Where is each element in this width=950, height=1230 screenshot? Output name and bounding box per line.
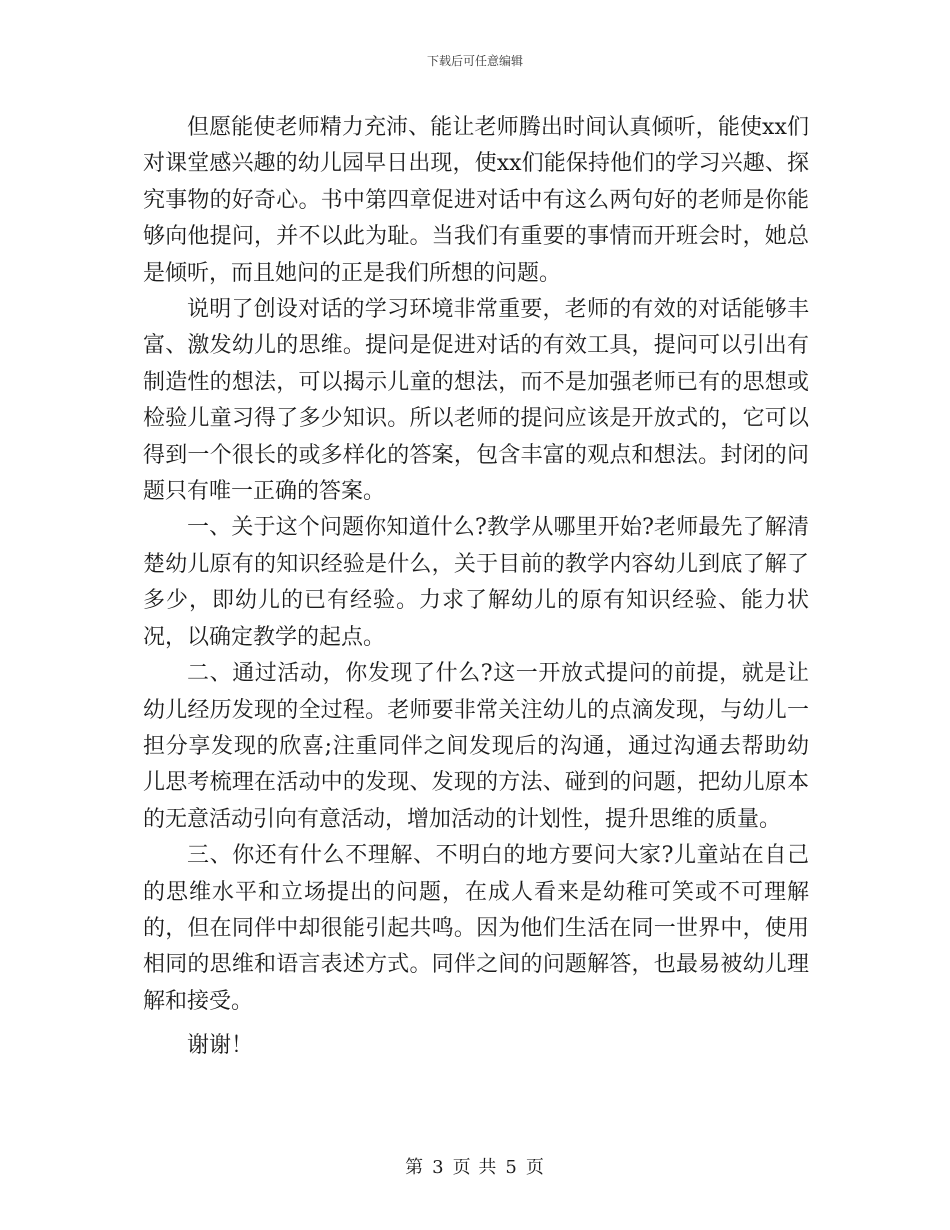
paragraph-1: 但愿能使老师精力充沛、能让老师腾出时间认真倾听，能使xx们对课堂感兴趣的幼儿园早日出现，使xx们能保持他们的学习兴趣、探究事物的好奇心。书中第四章促进对话中有这么两句好的老师是你能够向他提问，并不以此为耻。当我们有重要的事情而开班会时，她总是倾听，而且她问的正是我们所想的问题。 xyxy=(143,115,809,286)
paragraph-4: 二、通过活动，你发现了什么?这一开放式提问的前提，就是让幼儿经历发现的全过程。老师要非常关注幼儿的点滴发现，与幼儿一担分享发现的欣喜;注重同伴之间发现后的沟通，通过沟通去帮助幼儿思考梳理在活动中的发现、发现的方法、碰到的问题，把幼儿原本的无意活动引向有意活动，增加活动的计划性，提升思维的质量。 xyxy=(143,661,809,832)
page-footer xyxy=(0,1153,950,1179)
paragraph-2: 说明了创设对话的学习环境非常重要，老师的有效的对话能够丰富、激发幼儿的思维。提问是促进对话的有效工具，提问可以引出有制造性的想法，可以揭示儿童的想法，而不是加强老师已有的思想或检验儿童习得了多少知识。所以老师的提问应该是开放式的，它可以得到一个很长的或多样化的答案，包含丰富的观点和想法。封闭的问题只有唯一正确的答案。 xyxy=(143,297,809,505)
document-body xyxy=(143,110,809,1065)
page-header: 下载后可任意编辑 xyxy=(426,54,523,68)
footer-total-pages: 5 xyxy=(505,1157,518,1178)
footer-suffix: 页 xyxy=(525,1157,545,1178)
footer-page-number: 3 xyxy=(432,1157,445,1178)
paragraph-3: 一、关于这个问题你知道什么?教学从哪里开始?老师最先了解清楚幼儿原有的知识经验是什么，关于目前的教学内容幼儿到底了解了多少，即幼儿的已有经验。力求了解幼儿的原有知识经验、能力状况，以确定教学的起点。 xyxy=(143,515,809,650)
footer-mid: 页 共 xyxy=(452,1157,498,1178)
footer-prefix: 第 xyxy=(405,1157,425,1178)
paragraph-5: 三、你还有什么不理解、不明白的地方要问大家?儿童站在自己的思维水平和立场提出的问题，在成人看来是幼稚可笑或不可理解的，但在同伴中却很能引起共鸣。因为他们生活在同一世界中，使用相同的思维和语言表述方式。同伴之间的问题解答，也最易被幼儿理解和接受。 xyxy=(143,843,809,1014)
closing-thanks: 谢谢！ xyxy=(187,1033,254,1059)
